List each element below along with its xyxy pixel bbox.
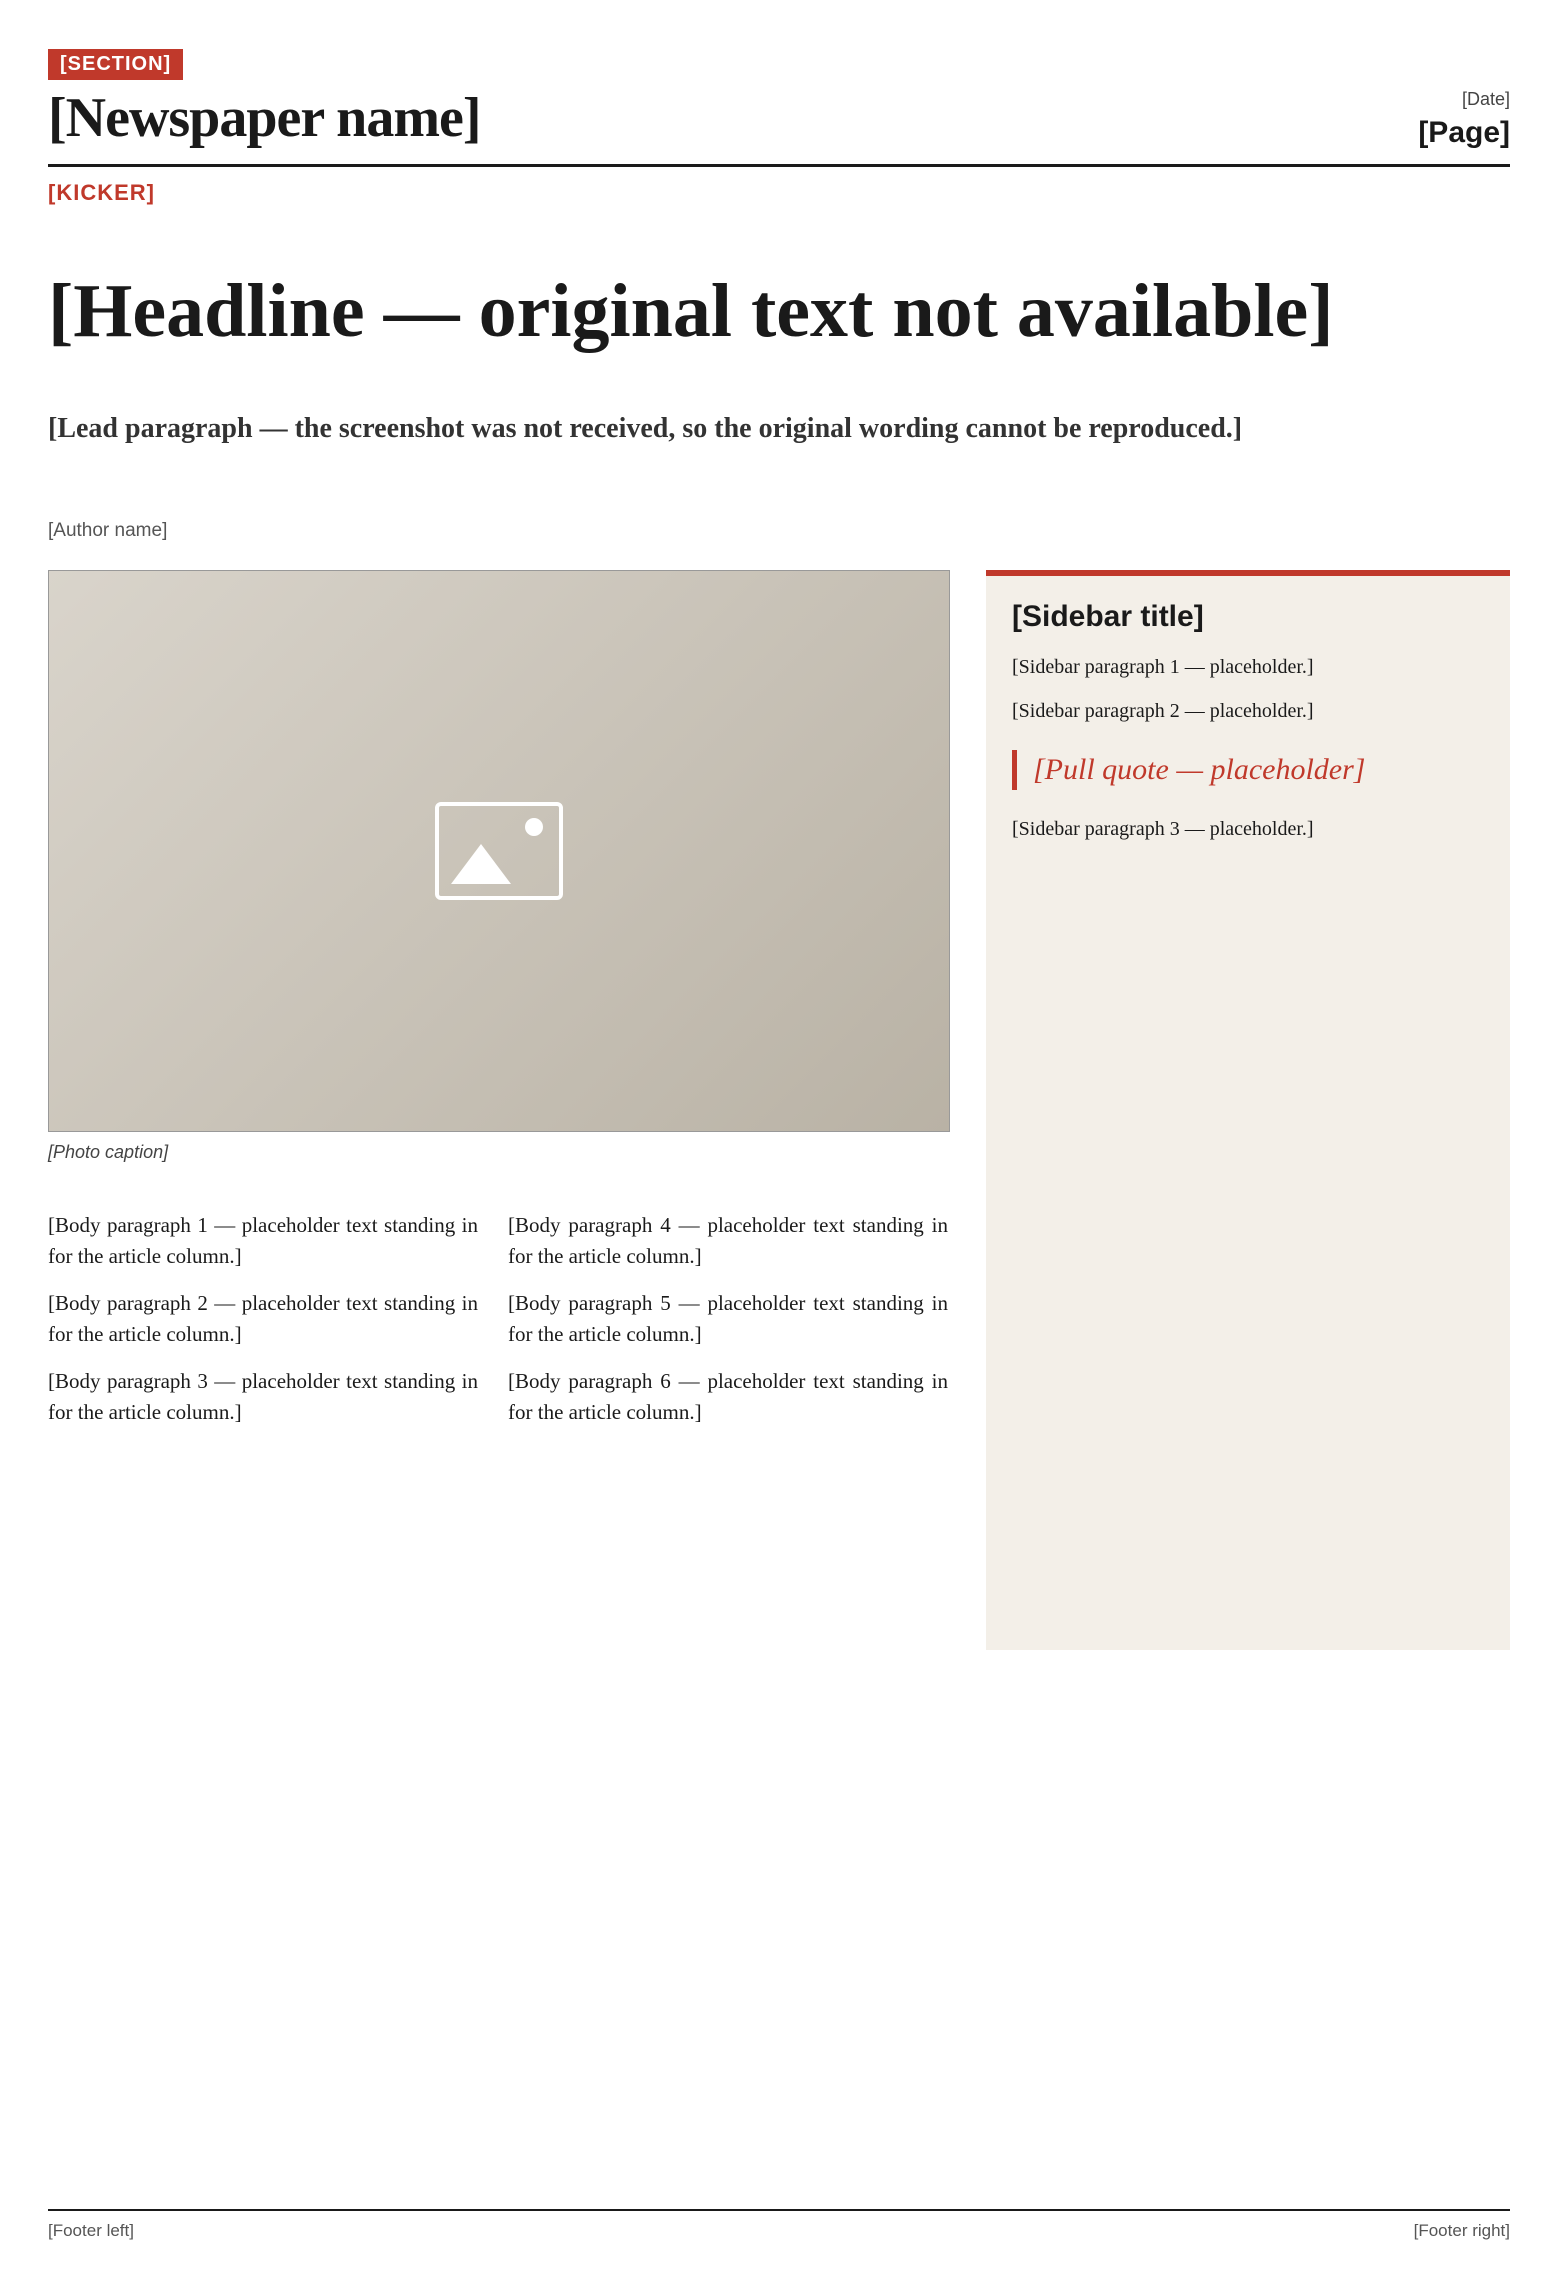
page-footer bbox=[48, 2209, 1510, 2241]
page-number: [Page] bbox=[1418, 116, 1510, 149]
section-tag: [SECTION] bbox=[48, 49, 183, 80]
masthead-left bbox=[48, 49, 480, 150]
body-paragraph: [Body paragraph 4 — placeholder text standing in for the article column.] bbox=[508, 1213, 948, 1268]
article-column-b bbox=[508, 1210, 948, 1444]
sidebar-paragraph: [Sidebar paragraph 1 — placeholder.] bbox=[1012, 656, 1314, 678]
body-paragraph: [Body paragraph 6 — placeholder text standing in for the article column.] bbox=[508, 1369, 948, 1424]
article-kicker: [KICKER] bbox=[48, 180, 155, 205]
body-paragraph: [Body paragraph 1 — placeholder text standing in for the article column.] bbox=[48, 1213, 478, 1268]
sidebar-box bbox=[986, 570, 1510, 1650]
sidebar-title: [Sidebar title] bbox=[1012, 600, 1204, 633]
issue-date: [Date] bbox=[1461, 89, 1510, 109]
article-photo bbox=[48, 570, 950, 1132]
footer-right: [Footer right] bbox=[1413, 2221, 1510, 2240]
photo-caption: [Photo caption] bbox=[48, 1142, 169, 1162]
pull-quote: [Pull quote — placeholder] bbox=[1012, 750, 1484, 790]
masthead-right bbox=[1418, 89, 1510, 150]
masthead bbox=[48, 40, 1510, 167]
sidebar-paragraph: [Sidebar paragraph 2 — placeholder.] bbox=[1012, 700, 1314, 722]
footer-left: [Footer left] bbox=[48, 2221, 134, 2240]
sidebar-paragraph: [Sidebar paragraph 3 — placeholder.] bbox=[1012, 818, 1314, 840]
article-headline: [Headline — original text not available] bbox=[48, 268, 1334, 353]
paper-name: [Newspaper name] bbox=[48, 87, 481, 149]
article-byline: [Author name] bbox=[48, 520, 168, 541]
article-column-a bbox=[48, 1210, 478, 1444]
body-paragraph: [Body paragraph 5 — placeholder text standing in for the article column.] bbox=[508, 1291, 948, 1346]
body-paragraph: [Body paragraph 2 — placeholder text standing in for the article column.] bbox=[48, 1291, 478, 1346]
image-placeholder-icon bbox=[435, 802, 563, 900]
article-lead: [Lead paragraph — the screenshot was not received, so the original wording cannot be reproduced.] bbox=[48, 413, 1243, 444]
body-paragraph: [Body paragraph 3 — placeholder text standing in for the article column.] bbox=[48, 1369, 478, 1424]
